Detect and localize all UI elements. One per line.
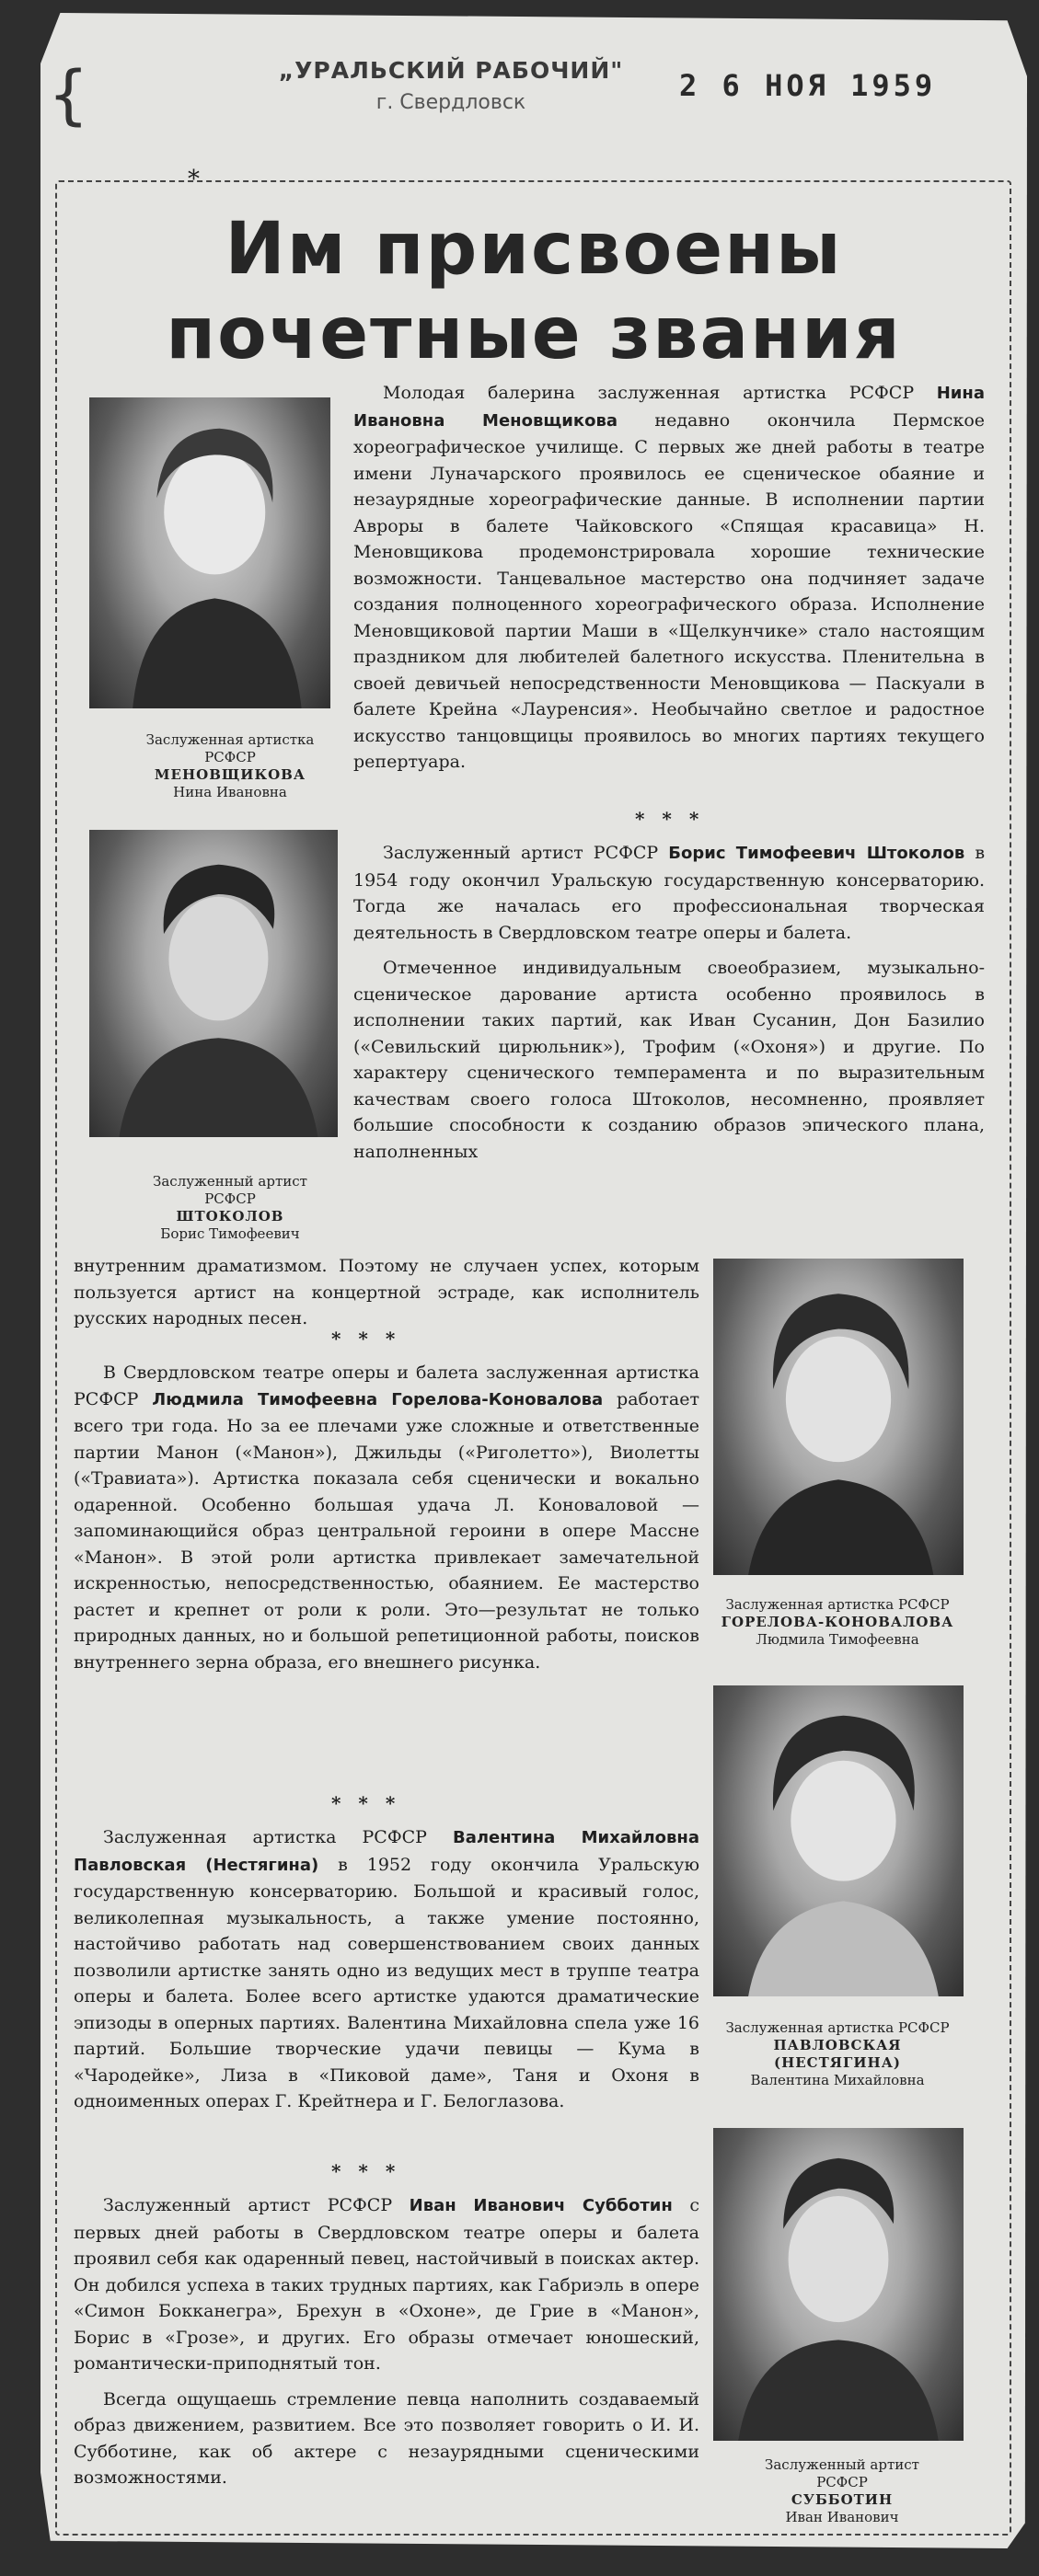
article-menovshchikova: Молодая балерина заслуженная артистка РСФСР Нина Ивановна Меновщикова недавно окончила Пермское хореографическое училище. С первых же дней работы в театре имени Луначарского проявилось ее сценическое обаяние и незаурядные хореографические данные. В исполнении партии Авроры в балете Чайковского «Спящая красавица» Н. Меновщикова продемонстрировала хорошие технические возможности. Танцевальное мастерство она подчиняет задаче создания полноценного хореографического образа. Исполнение Меновщиковой партии Маши в «Щелкунчике» стало настоящим праздником для любителей балетного искусства. Пленительна в своей девичьей непосредственности Меновщикова — Паскуали в балете Крейна «Лауренсия». Необычайно светлое и радостное искусство танцовщицы проявилось во многих партиях текущего репертуара. [353, 383, 986, 772]
separator: * * * [331, 1792, 401, 1814]
separator: * * * [331, 2160, 401, 2182]
caption-subbotin: Заслуженный артист РСФСР СУББОТИН Иван Иванович [765, 2456, 919, 2525]
article-pavlovskaya: Заслуженная артистка РСФСР Валентина Михайловна Павловская (Нестягина) в 1952 году окончила Уральскую государственную консерваторию. Большой и красивый голос, великолепная музыкальность, а также умение постоянно, настойчиво работать над совершенствованием своих данных позволили артистке занять одно из ведущих мест в труппе театра оперы и балета. Более всего артистке удаются драматические эпизоды в оперных партиях. Валентина Михайловна спела уже 16 партий. Большие творческие удачи певицы — Кума в «Чародейке», Лиза в «Пиковой даме», Таня и Охоня в одноименных операх Г. Крейтнера и Г. Белоглазова. [74, 1827, 699, 2111]
article-shtokolov-continued: внутренним драматизмом. Поэтому не случаен успех, которым пользуется артист на концертной эстраде, как исполнитель русских народных песен. [74, 1256, 699, 1328]
headline-line-1: Им присвоены [225, 208, 843, 291]
caption-shtokolov: Заслуженный артист РСФСР ШТОКОЛОВ Борис Тимофеевич [153, 1173, 307, 1242]
article-gorelova: В Свердловском театре оперы и балета заслуженная артистка РСФСР Людмила Тимофеевна Горелова-Коновалова работает всего три года. Но за ее плечами уже сложные и ответственные партии Манон («Манон»), Джильды («Риголетто»), Виолетты («Травиата»). Артистка показала себя сценически и вокально одаренной. Особенно большая удача Л. Коноваловой — запоминающийся образ центральной героини в опере Массне «Манон». В этой роли артистка привлекает замечательной искренностью, непосредственностью, обаянием. Ее мастерство растет и крепнет от роли к роли. Это—результат не только природных данных, но и большой репетиционной работы, поисков внутреннего зерна образа, его внешнего рисунка. [74, 1363, 699, 1673]
caption-gorelova: Заслуженная артистка РСФСР ГОРЕЛОВА-КОНОВАЛОВА Людмила Тимофеевна [721, 1596, 954, 1648]
separator: * * * [331, 1328, 401, 1350]
frame-asterisk: * [188, 166, 200, 193]
article-subbotin: Заслуженный артист РСФСР Иван Иванович Субботин с первых дней работы в Свердловском театре оперы и балета проявил себя как одаренный певец, настойчивый в поисках актер. Он добился успеха в таких трудных партиях, как Габриэль в опере «Симон Бокканегра», Брехун в «Охоне», де Грие в «Манон», Борис в «Грозе», и других. Его образы отмечает юношеский, романтически-приподнятый тон. Всегда ощущаешь стремление певца наполнить создаваемый образ движением, развитием. Все это позволяет говорить о И. И. Субботине, как об актере с незаурядными сценическими возможностями. [74, 2195, 700, 2488]
portrait-woman-icon [713, 1685, 964, 1996]
photo-shtokolov [89, 830, 338, 1137]
portrait-woman-icon [89, 397, 330, 708]
newspaper-city: г. Свердловск [375, 91, 526, 114]
separator: * * * [635, 808, 705, 830]
portrait-man-icon [89, 830, 338, 1137]
photo-pavlovskaya [713, 1685, 964, 1996]
portrait-woman-icon [713, 1259, 964, 1575]
caption-menovshchikova: Заслуженная артистка РСФСР МЕНОВЩИКОВА Нина Ивановна [145, 731, 315, 800]
newspaper-name: „УРАЛЬСКИЙ РАБОЧИЙ" [278, 57, 624, 84]
photo-subbotin [713, 2128, 964, 2441]
photo-gorelova [713, 1259, 964, 1575]
photo-menovshchikova [89, 397, 330, 708]
portrait-man-icon [713, 2128, 964, 2441]
date-stamp: 2 6 НОЯ 1959 [679, 68, 937, 103]
corner-handwritten-mark: { [48, 57, 89, 132]
masthead [267, 57, 635, 114]
headline [74, 207, 994, 376]
headline-line-2: почетные звания [166, 293, 902, 375]
article-shtokolov: Заслуженный артист РСФСР Борис Тимофеевич Штоколов в 1954 году окончил Уральскую государственную консерваторию. Тогда же началась его профессиональная творческая деятельность в Свердловском театре оперы и балета. Отмеченное индивидуальным своеобразием, музыкально-сценическое дарование артиста особенно проявилось в исполнении таких партий, как Иван Сусанин, Дон Базилио («Севильский цирюльник»), Трофим («Охоня») и другие. По характеру сценического темперамента и по выразительным качествам своего голоса Штоколов, несомненно, проявляет большие способности к созданию образов эпического плана, наполненных [353, 843, 986, 1162]
caption-pavlovskaya: Заслуженная артистка РСФСР ПАВЛОВСКАЯ (НЕСТЯГИНА) Валентина Михайловна [725, 2019, 950, 2088]
